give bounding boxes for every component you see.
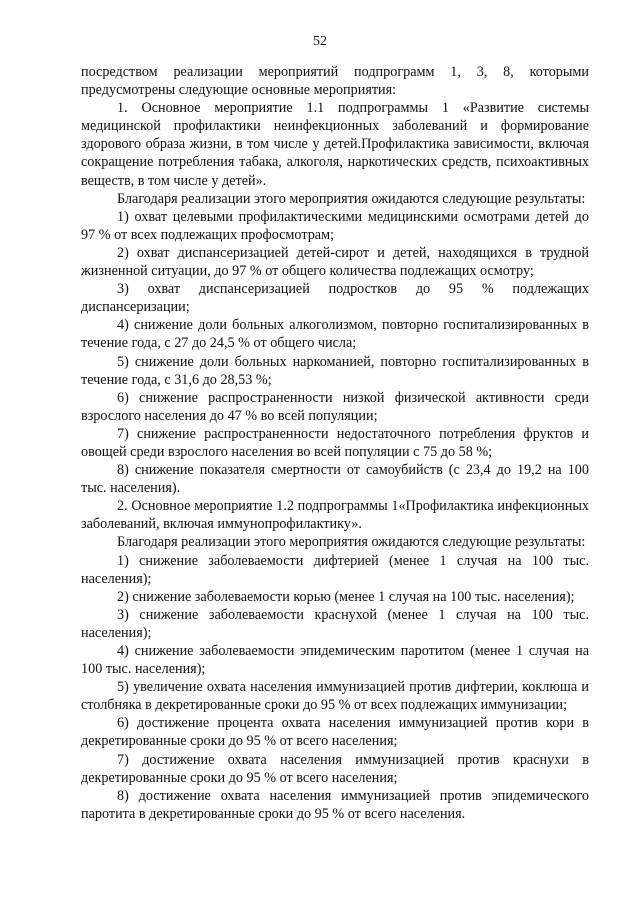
list-item: 3) охват диспансеризацией подростков до 95 % подлежащих диспансеризации;	[81, 281, 589, 316]
list-item: 4) снижение заболеваемости эпидемическим паротитом (менее 1 случая на 100 тыс. населения);	[81, 643, 589, 678]
list-item: 5) увеличение охвата населения иммунизацией против дифтерии, коклюша и столбняка в декретированные сроки до 95 % от всех подлежащих иммунизации;	[81, 679, 589, 714]
page-number: 52	[313, 34, 327, 49]
list-item: 7) достижение охвата населения иммунизацией против краснухи в декретированные сроки до 95 % от всего населения;	[81, 751, 589, 786]
list-item: 4) снижение доли больных алкоголизмом, повторно госпитализированных в течение года, с 27 до 24,5 % от общего числа;	[81, 317, 589, 352]
document-body	[81, 63, 589, 823]
paragraph: Благодаря реализации этого мероприятия ожидаются следующие результаты:	[117, 190, 586, 207]
list-item: 1) охват целевыми профилактическими медицинскими осмотрами детей до 97 % от всех подлежащих профосмотрам;	[81, 208, 589, 243]
list-item: 5) снижение доли больных наркоманией, повторно госпитализированных в течение года, с 31,6 до 28,53 %;	[81, 353, 589, 388]
list-item: 6) снижение распространенности низкой физической активности среди взрослого населения до 47 % во всей популяции;	[81, 389, 589, 424]
paragraph: 2. Основное мероприятие 1.2 подпрограммы 1«Профилактика инфекционных заболеваний, включая иммунопрофилактику».	[81, 498, 589, 533]
list-item: 2) охват диспансеризацией детей-сирот и детей, находящихся в трудной жизненной ситуации, до 97 % от общего количества подлежащих осмотру;	[81, 244, 589, 280]
list-item: 8) достижение охвата населения иммунизацией против эпидемического паротита в декретированные сроки до 95 % от всего населения.	[81, 787, 589, 822]
paragraph: 1. Основное мероприятие 1.1 подпрограммы 1 «Развитие системы медицинской профилактики неинфекционных заболеваний и формирование здорового образа жизни, в том числе у детей.Профилактика зависимости, включая сокращение потребления табака, алкоголя, наркотических средств, психоактивных веществ, в том числе у детей».	[81, 100, 589, 189]
list-item: 7) снижение распространенности недостаточного потребления фруктов и овощей среди взрослого населения во всей популяции с 75 до 58 %;	[81, 425, 589, 460]
list-item: 6) достижение процента охвата населения иммунизацией против кори в декретированные сроки до 95 % от всего населения;	[81, 715, 589, 750]
list-item: 1) снижение заболеваемости дифтерией (менее 1 случая на 100 тыс. населения);	[81, 552, 589, 587]
list-item: 2) снижение заболеваемости корью (менее 1 случая на 100 тыс. населения);	[117, 588, 575, 605]
paragraph: посредством реализации мероприятий подпрограмм 1, 3, 8, которыми предусмотрены следующие основные мероприятия:	[81, 64, 589, 99]
paragraph: Благодаря реализации этого мероприятия ожидаются следующие результаты:	[117, 534, 586, 551]
list-item: 3) снижение заболеваемости краснухой (менее 1 случая на 100 тыс. населения);	[81, 606, 589, 641]
list-item: 8) снижение показателя смертности от самоубийств (с 23,4 до 19,2 на 100 тыс. населения).	[81, 462, 589, 497]
